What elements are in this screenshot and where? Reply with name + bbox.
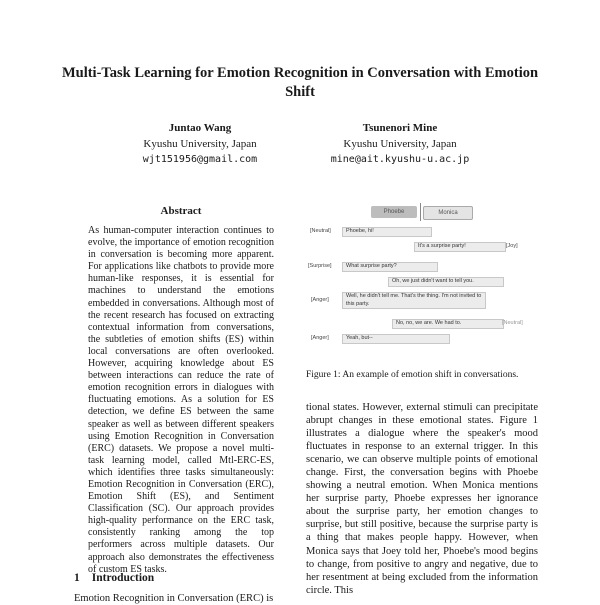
dialogue-bubble: It's a surprise party! bbox=[414, 242, 506, 252]
author-email: wjt151956@gmail.com bbox=[142, 154, 258, 165]
dialogue-bubble: No, no, we are. We had to. bbox=[392, 319, 504, 329]
figure-1 bbox=[306, 200, 532, 350]
speaker-tab-monica: Monica bbox=[423, 206, 473, 220]
author-affiliation: Kyushu University, Japan bbox=[143, 137, 257, 150]
emotion-label: [Joy] bbox=[506, 243, 518, 249]
intro-body: tional states. However, external stimuli can precipitate abrupt changes in these emotional states. Figure 1 illustrates a dialogue where the speaker's mood fluctuates in response to an external trigger. In this scenario, we can observe multiple points of emotional change. First, the conversation begins with Phoebe showing a neutral emotion. When Monica mentions her surprise party, Phoebe expresses her ignorance about the surprise party, her emotion changes to surprise, but still positive, because the surprise party is a thing that makes people happy. However, when Monica says that Joey told her, Phoebe's mood begins to change, from positive to angry and negative, due to her resentment at being excluded from the information circle. This bbox=[306, 402, 538, 596]
author-block-2 bbox=[300, 121, 500, 168]
author-name: Juntao Wang bbox=[168, 122, 232, 134]
section-title: Introduction bbox=[91, 572, 155, 584]
dialogue-bubble: Oh, we just didn't want to tell you. bbox=[388, 277, 504, 287]
author-affiliation: Kyushu University, Japan bbox=[343, 137, 457, 150]
emotion-label: [Neutral] bbox=[502, 320, 523, 326]
speaker-tab-phoebe: Phoebe bbox=[371, 206, 417, 218]
dialogue-bubble: What surprise party? bbox=[342, 262, 438, 272]
author-block-1 bbox=[100, 121, 300, 168]
tab-divider bbox=[420, 203, 421, 221]
intro-first-line: Emotion Recognition in Conversation (ERC) is bbox=[74, 593, 274, 604]
author-name: Tsunenori Mine bbox=[362, 122, 438, 134]
section-number: 1 bbox=[74, 572, 80, 584]
emotion-label: [Anger] bbox=[311, 297, 329, 303]
emotion-label: [Neutral] bbox=[310, 228, 331, 234]
dialogue-bubble: Yeah, but-- bbox=[342, 334, 450, 344]
dialogue-bubble: Phoebe, hi! bbox=[342, 227, 432, 237]
figure-caption: Figure 1: An example of emotion shift in conversations. bbox=[306, 370, 519, 380]
emotion-label: [Surprise] bbox=[308, 263, 332, 269]
section-heading bbox=[74, 572, 154, 584]
abstract-heading: Abstract bbox=[160, 205, 202, 217]
author-email: mine@ait.kyushu-u.ac.jp bbox=[330, 154, 470, 165]
emotion-label: [Anger] bbox=[311, 335, 329, 341]
abstract-body: As human-computer interaction continues to evolve, the importance of emotion recognition in conversation is becoming more apparent. For applications like chatbots to provide more human-like responses, it is essential for machines to understand the emotions embedded in conversations. Although most of the recent research has focused on extracting contextual information from conversations, the subtleties of emotion shifts (ES) within local conversations are often overlooked. However, acquiring knowledge about ES between interactions can reduce the rate of emotion recognition errors in dialogues with fluctuating emotions. As a solution for ES detection, we define ES between the same speaker as well as between different speakers using Emotion Recognition in Conversation (ERC) datasets. We propose a novel multi-task learning model, called Mtl-ERC-ES, which identifies three tasks simultaneously: Emotion Recognition in Conversation (ERC), Emotion Shift (ES), and Sentiment Classification (SC). Our approach provides high-quality performance on the ERC task, consistently ranking among the top performers across multiple datasets. Our approach also demonstrates the effectiveness of custom ES tasks. bbox=[88, 225, 274, 575]
paper-title: Multi-Task Learning for Emotion Recognition in Conversation with Emotion Shift bbox=[61, 65, 539, 100]
dialogue-bubble: Well, he didn't tell me. That's the thing. I'm not invited to this party. bbox=[342, 292, 486, 309]
